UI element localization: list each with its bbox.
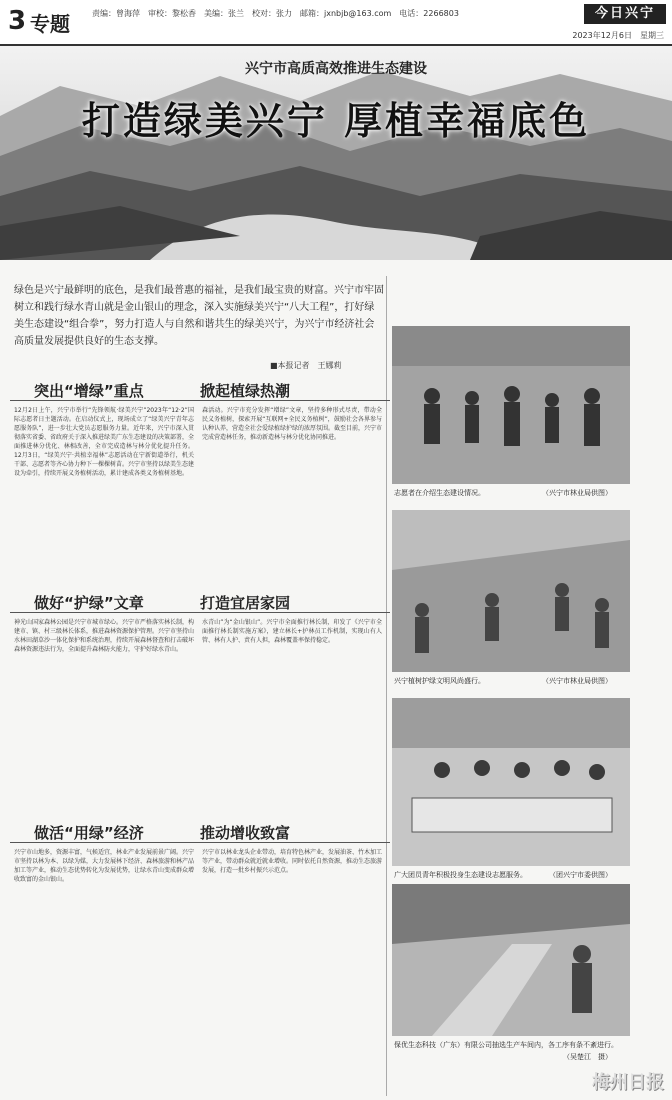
page-number: 3 [8,6,27,36]
photo-2-caption: 兴宁植树护绿文明风尚盛行。 [394,677,485,685]
photo-4-caption: 保优生态科技（广东）有限公司抽选生产车间内，各工序有条不紊进行。 [394,1041,618,1049]
editor-credits: 责编：曾海萍 审校：黎松香 美编：张兰 校对：张力 邮箱：jxnbjb@163.com 电话：2266803 [92,9,459,18]
section-3-right-text: 兴宁市以林业龙头企业带动，培育特色林产业，发展油茶、竹木加工等产业，带动群众就近就业增收。同时依托自然资源，推动生态旅游发展，打造一批乡村振兴示范点。 [202,849,382,874]
page-title: 打造绿美兴宁 厚植幸福底色 [81,98,591,143]
photo-4-credit: （吴楚江 摄） [563,1053,612,1061]
section-3-heading [10,820,390,844]
section-1-left-text: 12月2日上午，兴宁市举行“先锋领航·绿美兴宁”2023年“12·2”国际志愿者日主题活动。在启动仪式上，现场成立了“绿美兴宁青年志愿服务队”，进一步壮大党员志愿服务力量。近年来，兴宁市深入贯彻落实省委、省政府关于深入推进绿美广东生态建设的决策部署，全面推进林分优化、林相改善，全市完成造林与林分优化提升任务。12月3日，“绿美兴宁·共植幸福林”志愿活动在宁新街道举行，机关干部、志愿者等齐心协力种下一棵棵树苗。兴宁市坚持以绿美生态建设为牵引，持续开展义务植树活动，累计建成各类义务植树基地。 [14,407,194,477]
intro-paragraph: 绿色是兴宁最鲜明的底色，是我们最普惠的福祉，是我们最宝贵的财富。兴宁市牢固树立和践行绿水青山就是金山银山的理念，深入实施绿美兴宁“八大工程”，打好绿美生态建设“组合拳”，努力打造人与自然和谐共生的绿美兴宁，为兴宁市经济社会高质量发展提供良好的生态支撑。 [14,285,384,347]
photo-volunteers [392,326,630,484]
section-3-left-text: 兴宁市山地多，资源丰富，气候适宜，林业产业发展前景广阔。兴宁市坚持以林为本、以绿为媒，大力发展林下经济、森林旅游和林产品加工等产业，推动生态优势转化为发展优势，让绿水青山变成群众增收致富的金山银山。 [14,849,194,883]
page-tag: 专题 [30,12,70,36]
hero-kicker: 兴宁市高质高效推进生态建设 [245,61,427,77]
newspaper-watermark: 梅州日报 [592,1072,664,1093]
photo-1-caption: 志愿者在介绍生态建设情况。 [394,489,485,497]
section-3-title-a: 做活“用绿”经济 [34,824,144,842]
photo-3-credit: （团兴宁市委供图） [549,871,612,879]
section-2-right-text: 水青山”为“金山银山”。兴宁市全面推行林长制，印发了《兴宁市全面推行林长制实施方案》，建立林长+护林员工作机制，实现山有人管、林有人护、责有人担，森林覆盖率保持稳定。 [202,619,382,644]
byline: ■本报记者 王娜莉 [270,361,342,370]
issue-date: 2023年12月6日 星期三 [572,31,664,40]
photo-1-credit: （兴宁市林业局供图） [542,489,612,497]
section-2-left-text: 神光山国家森林公园是兴宁市城市绿心。兴宁市严格落实林长制，构建市、镇、村三级林长体系，推进森林资源保护管理。兴宁市坚持山水林田湖草沙一体化保护和系统治理，持续开展森林督查和打击破坏森林资源违法行为，全面提升森林防火能力，守护好绿水青山。 [14,619,194,653]
section-2-title-a: 做好“护绿”文章 [34,594,144,612]
photo-tree-planting [392,510,630,672]
section-1-title-b: 掀起植绿热潮 [200,382,291,400]
photo-factory-workshop [392,884,630,1036]
page-header [0,0,672,46]
newspaper-logo: 今日兴宁 [584,4,666,24]
section-1-title-a: 突出“增绿”重点 [34,382,144,400]
photo-2-credit: （兴宁市林业局供图） [542,677,612,685]
hero-landscape-image [0,46,672,260]
section-1-right-text: 森活动。兴宁市充分发挥“增绿”文章，坚持多种形式尽责，带动全民义务植树，探索开展“互联网+全民义务植树”，鼓励社会各界参与认种认养，营造全社会爱绿植绿护绿的浓厚氛围。截至目前，兴宁市完成营造林任务，推动新造林与林分优化协同推进。 [202,407,382,441]
photo-youth-volunteers [392,698,630,866]
section-2-heading [10,590,390,614]
section-3-title-b: 推动增收致富 [200,824,291,842]
section-1-heading [10,378,390,402]
photo-3-caption: 广大团员青年积极投身生态建设志愿服务。 [394,871,527,879]
section-2-title-b: 打造宜居家园 [200,594,291,612]
